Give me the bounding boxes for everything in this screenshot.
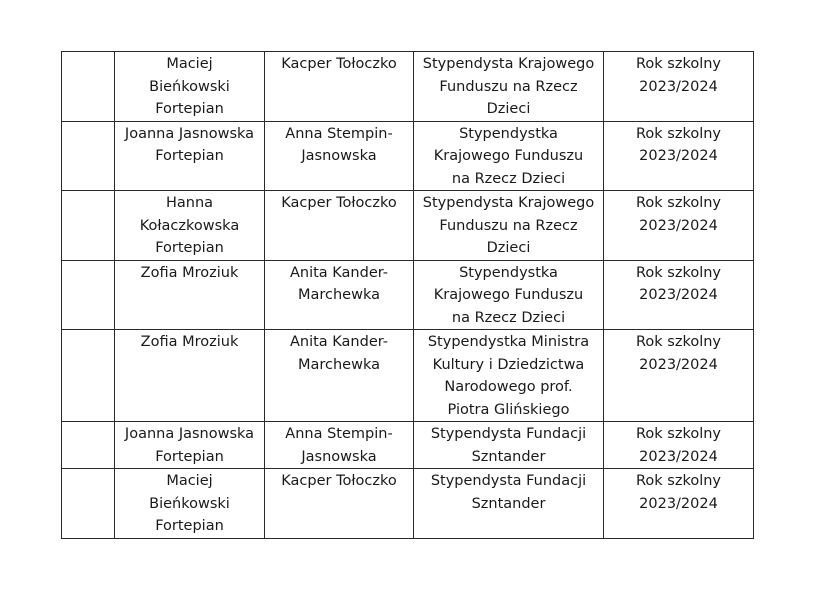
period-cell: Rok szkolny 2023/2024: [604, 121, 754, 191]
teacher-cell: Anna Stempin- Jasnowska: [265, 422, 414, 469]
index-cell: [62, 469, 115, 539]
student-cell: Hanna Kołaczkowska Fortepian: [115, 191, 265, 261]
teacher-cell: Kacper Tołoczko: [265, 52, 414, 122]
table-row: [62, 469, 754, 539]
table-body: [62, 52, 754, 539]
index-cell: [62, 330, 115, 422]
period-cell: Rok szkolny 2023/2024: [604, 191, 754, 261]
table-row: [62, 52, 754, 122]
teacher-cell: Anita Kander- Marchewka: [265, 330, 414, 422]
scholarship-cell: Stypendysta Fundacji Szntander: [414, 422, 604, 469]
period-cell: Rok szkolny 2023/2024: [604, 422, 754, 469]
scholarship-table: [61, 51, 754, 539]
teacher-cell: Kacper Tołoczko: [265, 469, 414, 539]
period-cell: Rok szkolny 2023/2024: [604, 260, 754, 330]
index-cell: [62, 260, 115, 330]
student-cell: Maciej Bieńkowski Fortepian: [115, 52, 265, 122]
scholarship-cell: Stypendystka Krajowego Funduszu na Rzecz Dzieci: [414, 260, 604, 330]
teacher-cell: Kacper Tołoczko: [265, 191, 414, 261]
scholarship-cell: Stypendystka Ministra Kultury i Dziedzictwa Narodowego prof. Piotra Glińskiego: [414, 330, 604, 422]
student-cell: Joanna Jasnowska Fortepian: [115, 121, 265, 191]
index-cell: [62, 422, 115, 469]
table-row: [62, 121, 754, 191]
index-cell: [62, 52, 115, 122]
teacher-cell: Anita Kander- Marchewka: [265, 260, 414, 330]
period-cell: Rok szkolny 2023/2024: [604, 52, 754, 122]
student-cell: Zofia Mroziuk: [115, 330, 265, 422]
student-cell: Zofia Mroziuk: [115, 260, 265, 330]
table-row: [62, 330, 754, 422]
scholarship-cell: Stypendysta Krajowego Funduszu na Rzecz Dzieci: [414, 52, 604, 122]
table-row: [62, 422, 754, 469]
scholarship-cell: Stypendystka Krajowego Funduszu na Rzecz Dzieci: [414, 121, 604, 191]
period-cell: Rok szkolny 2023/2024: [604, 330, 754, 422]
period-cell: Rok szkolny 2023/2024: [604, 469, 754, 539]
index-cell: [62, 191, 115, 261]
scholarship-cell: Stypendysta Fundacji Szntander: [414, 469, 604, 539]
scholarship-cell: Stypendysta Krajowego Funduszu na Rzecz Dzieci: [414, 191, 604, 261]
table-row: [62, 260, 754, 330]
student-cell: Joanna Jasnowska Fortepian: [115, 422, 265, 469]
table-row: [62, 191, 754, 261]
teacher-cell: Anna Stempin- Jasnowska: [265, 121, 414, 191]
index-cell: [62, 121, 115, 191]
student-cell: Maciej Bieńkowski Fortepian: [115, 469, 265, 539]
